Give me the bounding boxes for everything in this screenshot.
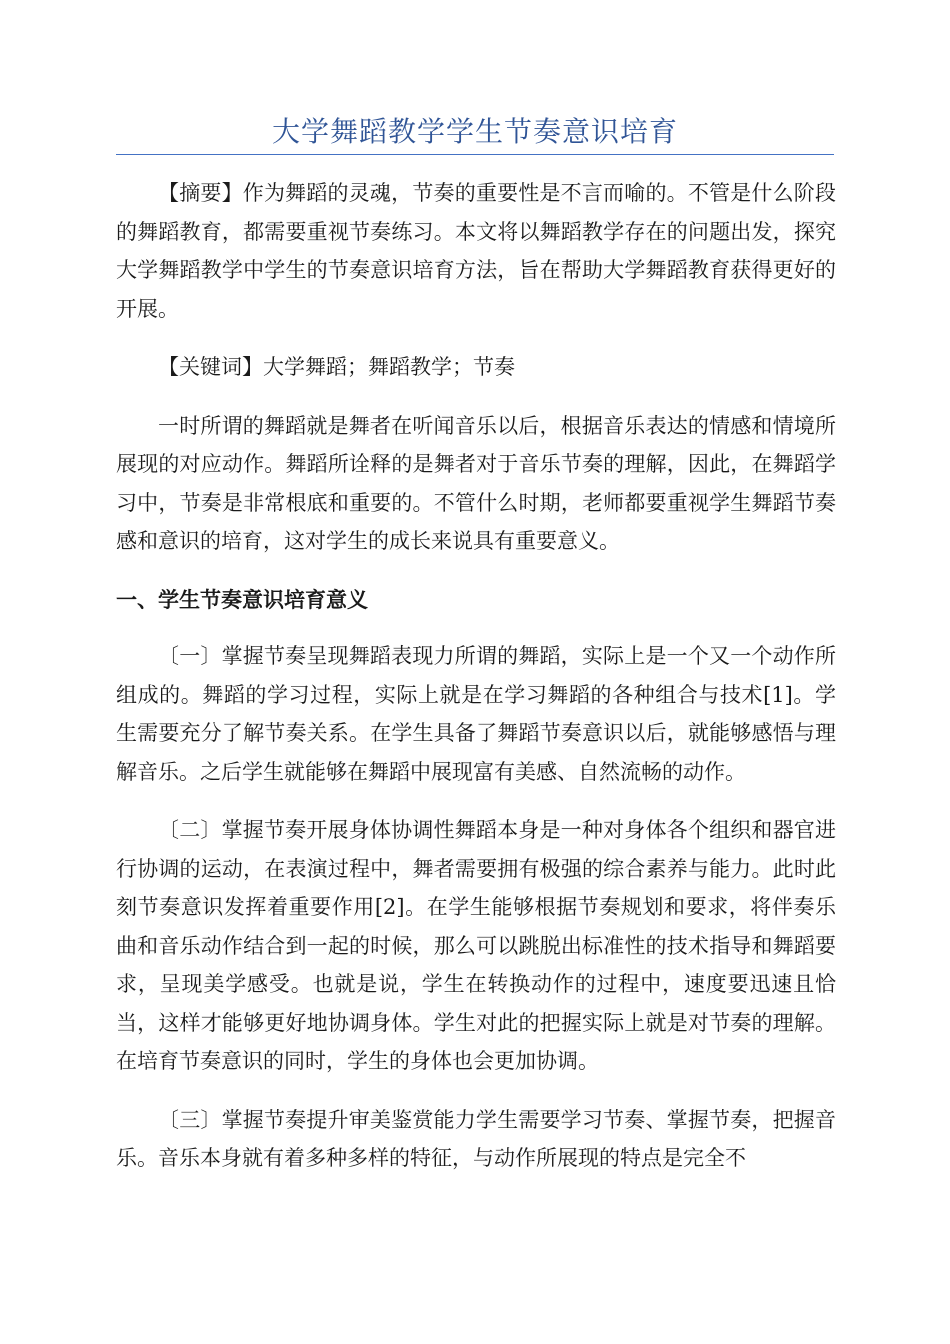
document-title: 大学舞蹈教学学生节奏意识培育 [271,115,678,148]
section-paragraph-2: 〔二〕掌握节奏开展身体协调性舞蹈本身是一种对身体各个组织和器官进行协调的运动，在表演过程中，舞者需要拥有极强的综合素养与能力。此时此刻节奏意识发挥着重要作用[2]。在学生能够根据节奏规划和要求，将伴奏乐曲和音乐动作结合到一起的时候，那么可以跳脱出标准性的技术指导和舞蹈要求，呈现美学感受。也就是说，学生在转换动作的过程中，速度要迅速且恰当，这样才能够更好地协调身体。学生对此的把握实际上就是对节奏的理解。在培育节奏意识的同时，学生的身体也会更加协调。 [116,818,836,1073]
abstract-paragraph: 【摘要】作为舞蹈的灵魂，节奏的重要性是不言而喻的。不管是什么阶段的舞蹈教育，都需要重视节奏练习。本文将以舞蹈教学存在的问题出发，探究大学舞蹈教学中学生的节奏意识培育方法，旨在帮助大学舞蹈教育获得更好的开展。 [116,181,836,321]
section-paragraph-3: 〔三〕掌握节奏提升审美鉴赏能力学生需要学习节奏、掌握节奏，把握音乐。音乐本身就有着多种多样的特征，与动作所展现的特点是完全不 [116,1107,836,1170]
title-underline [116,154,834,155]
intro-paragraph: 一时所谓的舞蹈就是舞者在听闻音乐以后，根据音乐表达的情感和情境所展现的对应动作。舞蹈所诠释的是舞者对于音乐节奏的理解，因此，在舞蹈学习中，节奏是非常根底和重要的。不管什么时期，老师都要重视学生舞蹈节奏感和意识的培育，这对学生的成长来说具有重要意义。 [116,413,836,553]
keywords-paragraph: 【关键词】大学舞蹈；舞蹈教学；节奏 [158,355,515,379]
document-body [116,174,836,1198]
section-heading: 一、学生节奏意识培育意义 [116,587,368,612]
section-paragraph-1: 〔一〕掌握节奏呈现舞蹈表现力所谓的舞蹈，实际上是一个又一个动作所组成的。舞蹈的学习过程，实际上就是在学习舞蹈的各种组合与技术[1]。学生需要充分了解节奏关系。在学生具备了舞蹈节奏意识以后，就能够感悟与理解音乐。之后学生就能够在舞蹈中展现富有美感、自然流畅的动作。 [116,644,836,784]
